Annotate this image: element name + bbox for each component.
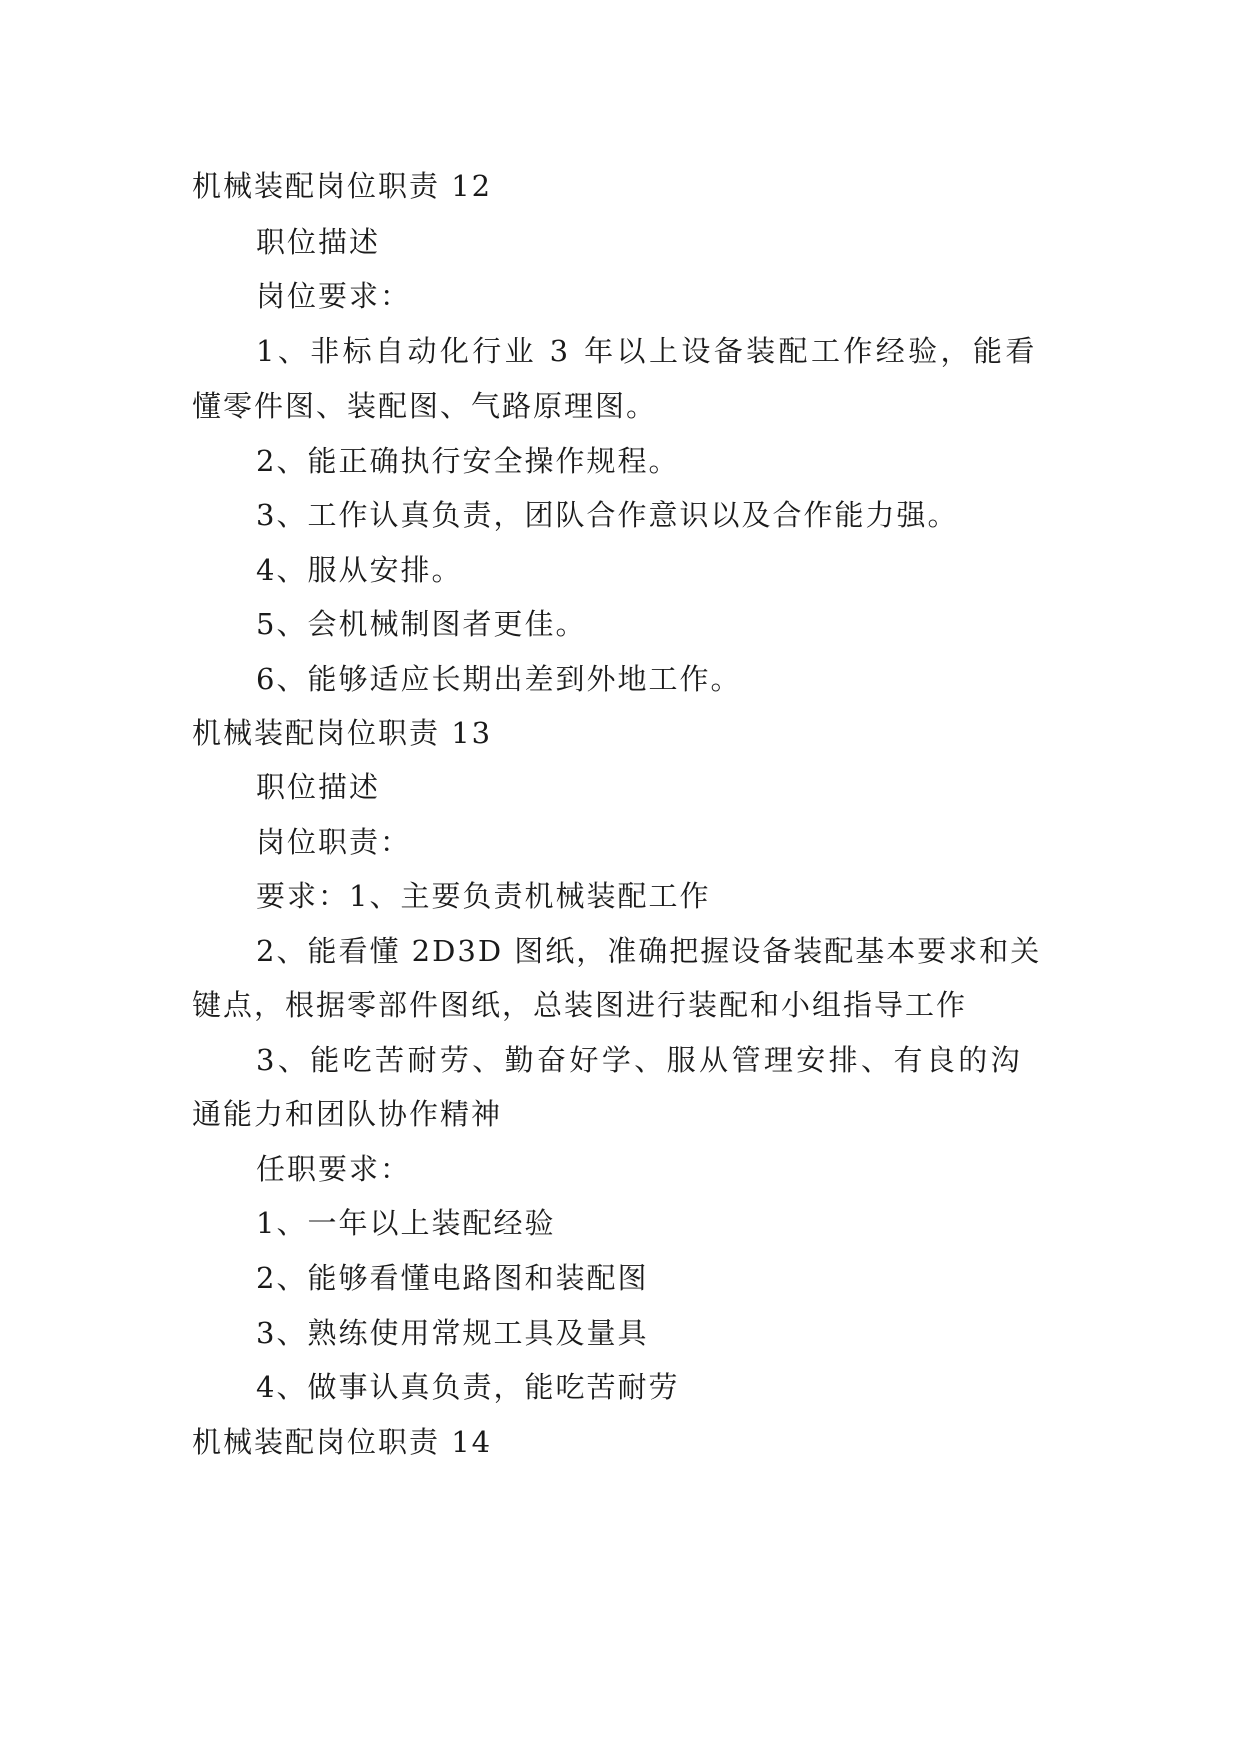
paragraph: 3、熟练使用常规工具及量具 — [256, 1316, 649, 1350]
section-heading: 机械装配岗位职责 14 — [192, 1425, 493, 1459]
section-heading: 机械装配岗位职责 12 — [192, 169, 493, 203]
paragraph: 懂零件图、装配图、气路原理图。 — [192, 389, 658, 423]
paragraph: 3、工作认真负责，团队合作意识以及合作能力强。 — [256, 498, 959, 532]
paragraph: 岗位职责： — [256, 825, 412, 859]
paragraph: 4、做事认真负责，能吃苦耐劳 — [256, 1370, 680, 1404]
paragraph: 2、能看懂 2D3D 图纸，准确把握设备装配基本要求和关 — [256, 934, 1042, 968]
paragraph: 要求：1、主要负责机械装配工作 — [256, 879, 711, 913]
paragraph: 5、会机械制图者更佳。 — [256, 607, 587, 641]
paragraph: 职位描述 — [256, 770, 381, 804]
paragraph: 键点，根据零部件图纸，总装图进行装配和小组指导工作 — [192, 988, 968, 1022]
section-heading: 机械装配岗位职责 13 — [192, 716, 493, 750]
paragraph: 3、能吃苦耐劳、勤奋好学、服从管理安排、有良的沟 — [256, 1043, 1024, 1077]
paragraph: 2、能够看懂电路图和装配图 — [256, 1261, 649, 1295]
paragraph: 通能力和团队协作精神 — [192, 1097, 503, 1131]
paragraph: 岗位要求： — [256, 279, 412, 313]
paragraph: 1、非标自动化行业 3 年以上设备装配工作经验，能看 — [256, 334, 1038, 368]
paragraph: 2、能正确执行安全操作规程。 — [256, 444, 680, 478]
paragraph: 6、能够适应长期出差到外地工作。 — [256, 662, 742, 696]
paragraph: 4、服从安排。 — [256, 553, 463, 587]
paragraph: 职位描述 — [256, 225, 381, 259]
paragraph: 1、一年以上装配经验 — [256, 1206, 556, 1240]
paragraph: 任职要求： — [256, 1152, 412, 1186]
